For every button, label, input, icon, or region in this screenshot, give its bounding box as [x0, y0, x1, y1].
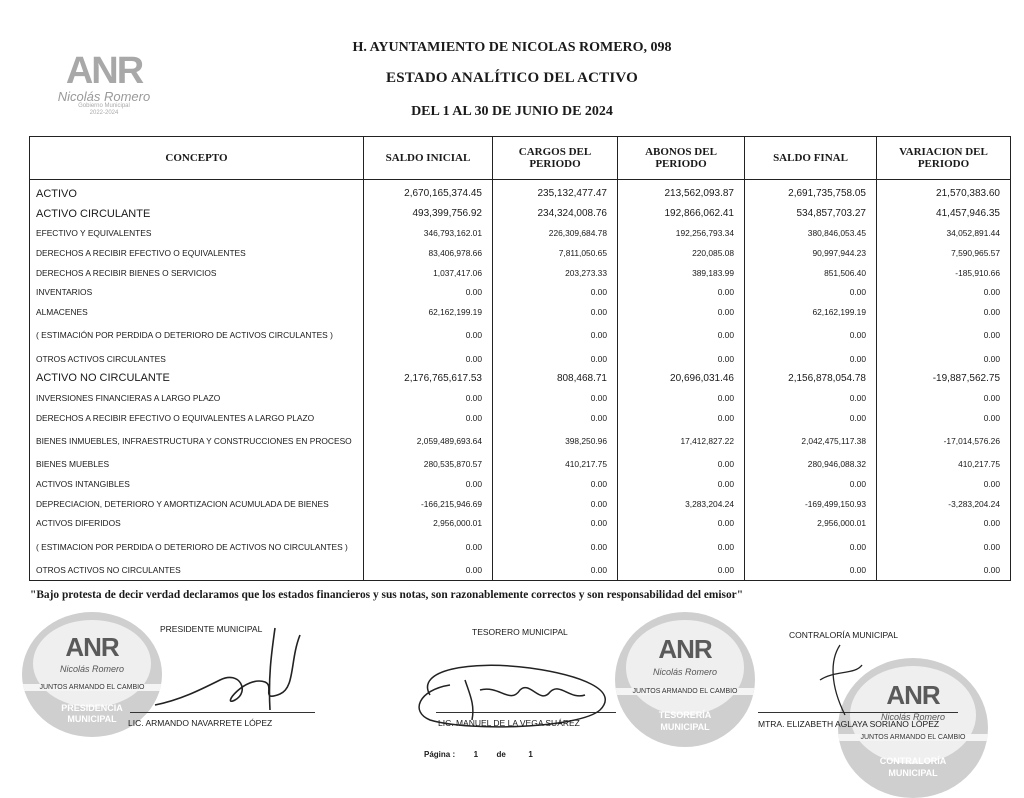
- table-row: [30, 428, 1011, 455]
- cell-abonos: 0.00: [618, 560, 745, 580]
- cell-saldo-inicial: 0.00: [364, 349, 493, 369]
- cell-abonos: 0.00: [618, 474, 745, 494]
- cell-saldo-final: 851,506.40: [745, 263, 877, 283]
- contraloria-signature: [800, 640, 880, 720]
- cell-saldo-final: 0.00: [745, 408, 877, 428]
- cell-concepto: EFECTIVO Y EQUIVALENTES: [30, 223, 364, 243]
- cell-concepto: ACTIVO NO CIRCULANTE: [30, 369, 364, 389]
- seal-band-1: PRESIDENCIA: [61, 703, 123, 713]
- cell-variacion: 0.00: [877, 282, 1011, 302]
- table-row: [30, 180, 1011, 204]
- cell-saldo-inicial: 2,956,000.01: [364, 514, 493, 534]
- cell-saldo-final: 0.00: [745, 349, 877, 369]
- cell-saldo-final: 0.00: [745, 560, 877, 580]
- col-cargos: CARGOS DEL PERIODO: [493, 137, 618, 180]
- cell-concepto: BIENES MUEBLES: [30, 455, 364, 475]
- cell-saldo-final: 280,946,088.32: [745, 455, 877, 475]
- cell-cargos: 0.00: [493, 560, 618, 580]
- cell-variacion: 0.00: [877, 408, 1011, 428]
- cell-abonos: 213,562,093.87: [618, 180, 745, 204]
- cell-cargos: 0.00: [493, 388, 618, 408]
- cell-saldo-final: 2,042,475,117.38: [745, 428, 877, 455]
- logo-mark: ANR: [65, 50, 143, 92]
- cell-variacion: -185,910.66: [877, 263, 1011, 283]
- cell-cargos: 0.00: [493, 474, 618, 494]
- cell-abonos: 192,256,793.34: [618, 223, 745, 243]
- page-indicator: [424, 750, 533, 759]
- cell-cargos: 0.00: [493, 494, 618, 514]
- cell-saldo-final: 2,956,000.01: [745, 514, 877, 534]
- cell-saldo-inicial: 280,535,870.57: [364, 455, 493, 475]
- cell-cargos: 398,250.96: [493, 428, 618, 455]
- cell-cargos: 0.00: [493, 408, 618, 428]
- col-saldo-final: SALDO FINAL: [745, 137, 877, 180]
- cell-cargos: 203,273.33: [493, 263, 618, 283]
- cell-concepto: ACTIVOS DIFERIDOS: [30, 514, 364, 534]
- cell-abonos: 0.00: [618, 349, 745, 369]
- contraloria-title: CONTRALORÍA MUNICIPAL: [789, 630, 898, 640]
- contraloria-name: MTRA. ELIZABETH AGLAYA SORIANO LÓPEZ: [758, 719, 940, 729]
- cell-concepto: DERECHOS A RECIBIR BIENES O SERVICIOS: [30, 263, 364, 283]
- entity-title: H. AYUNTAMIENTO DE NICOLAS ROMERO, 098: [352, 40, 672, 55]
- table-header-row: [30, 137, 1011, 180]
- cell-cargos: 0.00: [493, 282, 618, 302]
- municipal-logo: [52, 52, 156, 122]
- seal-lema: JUNTOS ARMANDO EL CAMBIO: [838, 734, 988, 741]
- cell-abonos: 389,183.99: [618, 263, 745, 283]
- cell-abonos: 17,412,827.22: [618, 428, 745, 455]
- cell-saldo-final: -169,499,150.93: [745, 494, 877, 514]
- cell-abonos: 0.00: [618, 455, 745, 475]
- cell-saldo-final: 2,691,735,758.05: [745, 180, 877, 204]
- cell-abonos: 192,866,062.41: [618, 204, 745, 224]
- seal-band-1: CONTRALORÍA: [879, 756, 947, 766]
- cell-variacion: 34,052,891.44: [877, 223, 1011, 243]
- cell-variacion: 410,217.75: [877, 455, 1011, 475]
- cell-cargos: 7,811,050.65: [493, 243, 618, 263]
- cell-saldo-final: 0.00: [745, 388, 877, 408]
- cell-saldo-inicial: 0.00: [364, 322, 493, 349]
- logo-sub2: 2022-2024: [89, 110, 119, 116]
- seal-mark: ANR: [886, 680, 940, 710]
- table-row: [30, 223, 1011, 243]
- cell-variacion: 21,570,383.60: [877, 180, 1011, 204]
- cell-concepto: INVENTARIOS: [30, 282, 364, 302]
- page-sep: de: [496, 750, 506, 759]
- cell-saldo-inicial: 493,399,756.92: [364, 204, 493, 224]
- cell-saldo-inicial: -166,215,946.69: [364, 494, 493, 514]
- cell-concepto: ALMACENES: [30, 302, 364, 322]
- cell-concepto: ACTIVOS INTANGIBLES: [30, 474, 364, 494]
- seal-band-2: MUNICIPAL: [888, 768, 938, 778]
- seal-band-2: MUNICIPAL: [67, 714, 117, 724]
- cell-variacion: -19,887,562.75: [877, 369, 1011, 389]
- tesoreria-seal: [615, 612, 755, 747]
- cell-saldo-final: 62,162,199.19: [745, 302, 877, 322]
- table-row: [30, 408, 1011, 428]
- seal-name: Nicolás Romero: [652, 667, 718, 677]
- seal-band-2: MUNICIPAL: [660, 722, 710, 732]
- tesorero-name: LIC. MANUEL DE LA VEGA SUÁREZ: [438, 718, 580, 728]
- cell-saldo-inicial: 2,059,489,693.64: [364, 428, 493, 455]
- cell-variacion: 0.00: [877, 388, 1011, 408]
- cell-variacion: 7,590,965.57: [877, 243, 1011, 263]
- cell-saldo-inicial: 0.00: [364, 474, 493, 494]
- cell-abonos: 0.00: [618, 408, 745, 428]
- table-row: [30, 474, 1011, 494]
- tesorero-signature: [410, 650, 630, 735]
- declaration-text: "Bajo protesta de decir verdad declaramos que los estados financieros y sus notas, son razonablemente correctos y son responsabilidad del emisor": [30, 589, 744, 601]
- seal-mark: ANR: [65, 632, 119, 662]
- cell-saldo-final: 0.00: [745, 533, 877, 560]
- cell-concepto: OTROS ACTIVOS CIRCULANTES: [30, 349, 364, 369]
- seal-name: Nicolás Romero: [59, 664, 125, 674]
- col-concepto: CONCEPTO: [30, 137, 364, 180]
- cell-saldo-inicial: 0.00: [364, 408, 493, 428]
- cell-variacion: -3,283,204.24: [877, 494, 1011, 514]
- cell-concepto: OTROS ACTIVOS NO CIRCULANTES: [30, 560, 364, 580]
- cell-concepto: ACTIVO: [30, 180, 364, 204]
- cell-cargos: 235,132,477.47: [493, 180, 618, 204]
- cell-abonos: 220,085.08: [618, 243, 745, 263]
- page-label: Página :: [424, 750, 456, 759]
- cell-abonos: 20,696,031.46: [618, 369, 745, 389]
- cell-saldo-inicial: 0.00: [364, 388, 493, 408]
- table-row: [30, 282, 1011, 302]
- cell-concepto: BIENES INMUEBLES, INFRAESTRUCTURA Y CONSTRUCCIONES EN PROCESO: [30, 428, 364, 455]
- col-variacion: VARIACION DEL PERIODO: [877, 137, 1011, 180]
- cell-saldo-final: 380,846,053.45: [745, 223, 877, 243]
- cell-saldo-final: 0.00: [745, 474, 877, 494]
- cell-concepto: DERECHOS A RECIBIR EFECTIVO O EQUIVALENTES A LARGO PLAZO: [30, 408, 364, 428]
- cell-saldo-inicial: 83,406,978.66: [364, 243, 493, 263]
- tesorero-title: TESORERO MUNICIPAL: [472, 627, 568, 637]
- cell-variacion: 0.00: [877, 322, 1011, 349]
- table-row: [30, 514, 1011, 534]
- seal-mark: ANR: [658, 634, 712, 664]
- cell-saldo-inicial: 346,793,162.01: [364, 223, 493, 243]
- report-period: DEL 1 AL 30 DE JUNIO DE 2024: [411, 104, 613, 119]
- cell-saldo-inicial: 0.00: [364, 560, 493, 580]
- cell-variacion: -17,014,576.26: [877, 428, 1011, 455]
- cell-variacion: 0.00: [877, 533, 1011, 560]
- table-row: [30, 302, 1011, 322]
- cell-abonos: 0.00: [618, 514, 745, 534]
- page-current: 1: [473, 750, 479, 759]
- cell-abonos: 0.00: [618, 533, 745, 560]
- seal-lema: JUNTOS ARMANDO EL CAMBIO: [615, 688, 755, 695]
- cell-abonos: 0.00: [618, 282, 745, 302]
- cell-concepto: DERECHOS A RECIBIR EFECTIVO O EQUIVALENTES: [30, 243, 364, 263]
- table-row: [30, 204, 1011, 224]
- cell-saldo-final: 0.00: [745, 282, 877, 302]
- table-row: [30, 388, 1011, 408]
- col-abonos: ABONOS DEL PERIODO: [618, 137, 745, 180]
- cell-concepto: ( ESTIMACION POR PERDIDA O DETERIORO DE ACTIVOS NO CIRCULANTES ): [30, 533, 364, 560]
- cell-concepto: INVERSIONES FINANCIERAS A LARGO PLAZO: [30, 388, 364, 408]
- logo-name: Nicolás Romero: [57, 89, 151, 104]
- cell-saldo-final: 90,997,944.23: [745, 243, 877, 263]
- cell-saldo-inicial: 62,162,199.19: [364, 302, 493, 322]
- seal-band-1: TESORERÍA: [658, 710, 712, 720]
- cell-saldo-inicial: 0.00: [364, 282, 493, 302]
- presidente-title: PRESIDENTE MUNICIPAL: [160, 624, 263, 634]
- cell-cargos: 410,217.75: [493, 455, 618, 475]
- col-saldo-inicial: SALDO INICIAL: [364, 137, 493, 180]
- cell-variacion: 0.00: [877, 349, 1011, 369]
- cell-cargos: 226,309,684.78: [493, 223, 618, 243]
- table-row: [30, 349, 1011, 369]
- cell-abonos: 0.00: [618, 322, 745, 349]
- cell-saldo-inicial: 2,670,165,374.45: [364, 180, 493, 204]
- cell-cargos: 0.00: [493, 349, 618, 369]
- cell-variacion: 0.00: [877, 302, 1011, 322]
- logo-sub1: Gobierno Municipal: [78, 103, 130, 109]
- cell-abonos: 3,283,204.24: [618, 494, 745, 514]
- table-row: [30, 494, 1011, 514]
- seal-lema: JUNTOS ARMANDO EL CAMBIO: [22, 684, 162, 691]
- cell-saldo-final: 2,156,878,054.78: [745, 369, 877, 389]
- cell-concepto: ACTIVO CIRCULANTE: [30, 204, 364, 224]
- cell-variacion: 0.00: [877, 514, 1011, 534]
- cell-cargos: 0.00: [493, 302, 618, 322]
- page-total: 1: [528, 750, 533, 759]
- cell-saldo-inicial: 1,037,417.06: [364, 263, 493, 283]
- cell-variacion: 0.00: [877, 474, 1011, 494]
- asset-analysis-table: [29, 136, 1011, 581]
- cell-saldo-final: 0.00: [745, 322, 877, 349]
- table-row: [30, 369, 1011, 389]
- cell-cargos: 234,324,008.76: [493, 204, 618, 224]
- table-row: [30, 455, 1011, 475]
- cell-cargos: 808,468.71: [493, 369, 618, 389]
- cell-cargos: 0.00: [493, 514, 618, 534]
- presidente-name: LIC. ARMANDO NAVARRETE LÓPEZ: [128, 718, 273, 728]
- cell-abonos: 0.00: [618, 388, 745, 408]
- cell-concepto: ( ESTIMACIÓN POR PERDIDA O DETERIORO DE ACTIVOS CIRCULANTES ): [30, 322, 364, 349]
- cell-saldo-final: 534,857,703.27: [745, 204, 877, 224]
- report-title: ESTADO ANALÍTICO DEL ACTIVO: [386, 70, 638, 86]
- table-row: [30, 560, 1011, 580]
- cell-cargos: 0.00: [493, 322, 618, 349]
- presidente-signature: [150, 620, 320, 715]
- cell-cargos: 0.00: [493, 533, 618, 560]
- cell-variacion: 0.00: [877, 560, 1011, 580]
- cell-abonos: 0.00: [618, 302, 745, 322]
- seal-name: Nicolás Romero: [880, 712, 946, 722]
- table-row: [30, 243, 1011, 263]
- cell-variacion: 41,457,946.35: [877, 204, 1011, 224]
- table-row: [30, 322, 1011, 349]
- cell-saldo-inicial: 0.00: [364, 533, 493, 560]
- cell-saldo-inicial: 2,176,765,617.53: [364, 369, 493, 389]
- cell-concepto: DEPRECIACION, DETERIORO Y AMORTIZACION ACUMULADA DE BIENES: [30, 494, 364, 514]
- table-row: [30, 263, 1011, 283]
- table-row: [30, 533, 1011, 560]
